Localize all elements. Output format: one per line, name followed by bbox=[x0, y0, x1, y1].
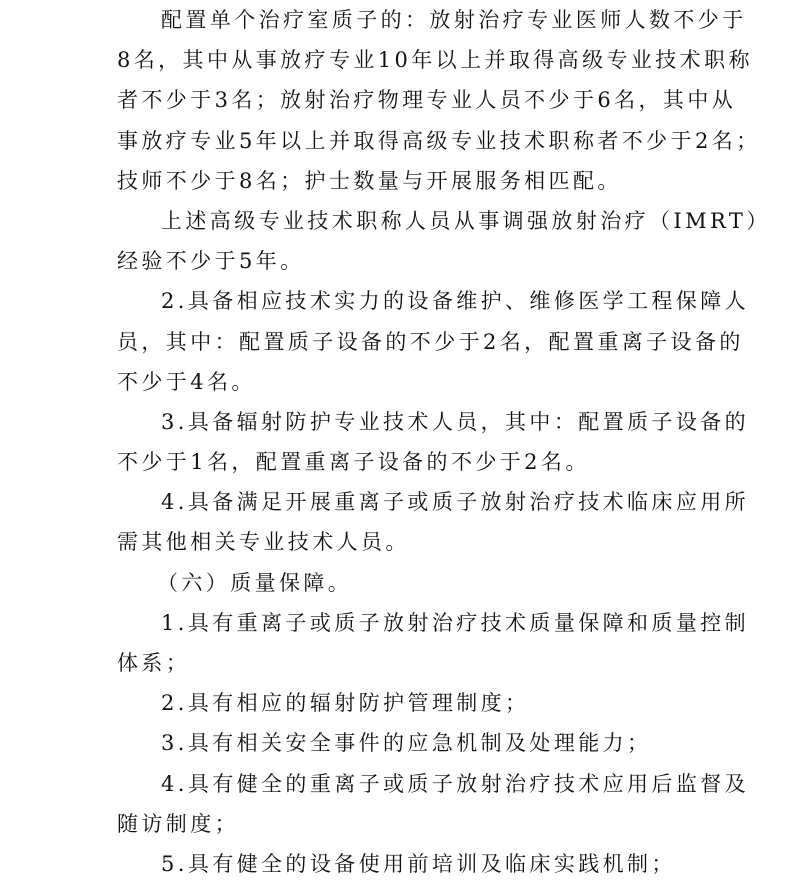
section-heading-quality-assurance: （六）质量保障。 bbox=[157, 570, 353, 595]
document-page bbox=[117, 0, 771, 884]
item-2-engineering-staff-line-3: 不少于4名。 bbox=[117, 369, 256, 394]
qa-item-1-line-1: 1.具有重离子或质子放射治疗技术质量保障和质量控制 bbox=[161, 610, 750, 635]
paragraph-staffing-requirements-line-3: 者不少于3名；放射治疗物理专业人员不少于6名，其中从 bbox=[117, 88, 737, 113]
qa-item-1-line-2: 体系； bbox=[117, 651, 191, 675]
item-3-radiation-protection-line-1: 3.具备辐射防护专业技术人员，其中：配置质子设备的 bbox=[161, 409, 750, 434]
paragraph-imrt-experience-line-1: 上述高级专业技术职称人员从事调强放射治疗（IMRT） bbox=[161, 208, 771, 233]
qa-item-2: 2.具有相应的辐射防护管理制度； bbox=[161, 691, 530, 716]
item-3-radiation-protection-line-2: 不少于1名，配置重离子设备的不少于2名。 bbox=[117, 450, 590, 475]
item-4-other-staff-line-2: 需其他相关专业技术人员。 bbox=[117, 530, 410, 555]
paragraph-staffing-requirements-line-2: 8名，其中从事放疗专业10年以上并取得高级专业技术职称 bbox=[117, 48, 753, 73]
qa-item-5: 5.具有健全的设备使用前培训及临床实践机制； bbox=[161, 851, 676, 876]
item-2-engineering-staff-line-2: 员，其中：配置质子设备的不少于2名，配置重离子设备的 bbox=[117, 329, 744, 354]
qa-item-3: 3.具有相关安全事件的应急机制及处理能力； bbox=[161, 731, 652, 756]
item-4-other-staff-line-1: 4.具备满足开展重离子或质子放射治疗技术临床应用所 bbox=[161, 490, 750, 515]
paragraph-staffing-requirements-line-5: 技师不少于8名；护士数量与开展服务相匹配。 bbox=[117, 168, 622, 193]
paragraph-imrt-experience-line-2: 经验不少于5年。 bbox=[117, 249, 305, 274]
item-2-engineering-staff-line-1: 2.具备相应技术实力的设备维护、维修医学工程保障人 bbox=[161, 289, 750, 314]
qa-item-4-line-2: 随访制度； bbox=[117, 811, 239, 836]
paragraph-staffing-requirements-line-1: 配置单个治疗室质子的：放射治疗专业医师人数不少于 bbox=[161, 8, 747, 32]
qa-item-4-line-1: 4.具有健全的重离子或质子放射治疗技术应用后监督及 bbox=[161, 771, 750, 796]
paragraph-staffing-requirements-line-4: 事放疗专业5年以上并取得高级专业技术职称者不少于2名； bbox=[117, 128, 761, 153]
